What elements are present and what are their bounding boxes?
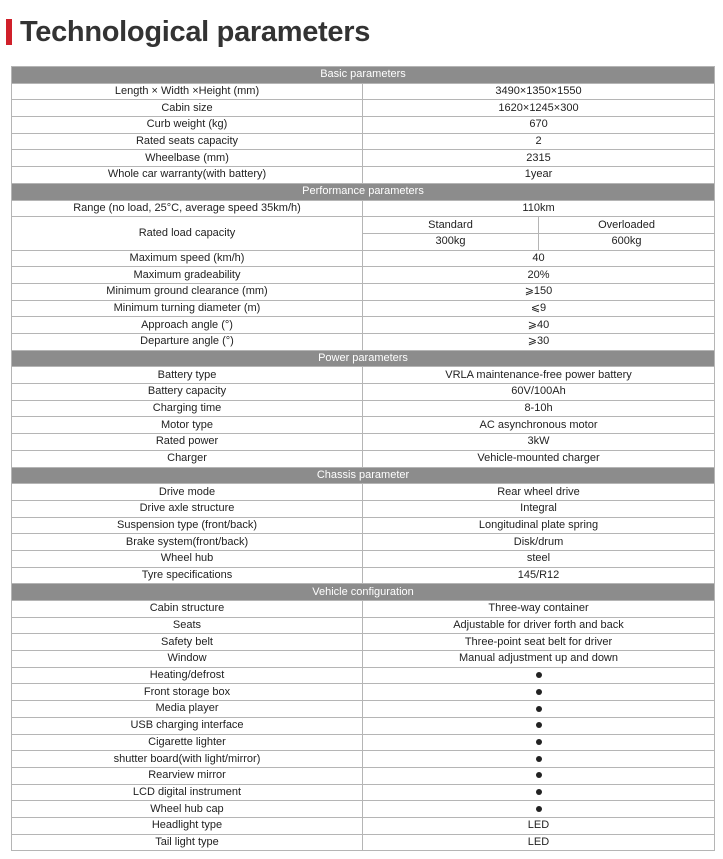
table-row <box>12 567 715 584</box>
table-row <box>12 834 715 851</box>
table-row <box>12 300 715 317</box>
param-label: Charger <box>12 450 363 467</box>
title-accent-bar <box>6 19 12 45</box>
param-label: Safety belt <box>12 634 363 651</box>
param-label: Seats <box>12 617 363 634</box>
param-value: Vehicle-mounted charger <box>363 450 715 467</box>
load-overloaded-header: Overloaded <box>539 217 715 234</box>
param-value: ⩾150 <box>363 283 715 300</box>
param-label: Minimum ground clearance (mm) <box>12 283 363 300</box>
section-title: Basic parameters <box>12 67 715 84</box>
param-label: USB charging interface <box>12 717 363 734</box>
table-row <box>12 484 715 501</box>
section-header-power <box>12 350 715 367</box>
param-value: 670 <box>363 117 715 134</box>
table-row <box>12 400 715 417</box>
param-label: LCD digital instrument <box>12 784 363 801</box>
param-label: Headlight type <box>12 817 363 834</box>
param-label: Brake system(front/back) <box>12 534 363 551</box>
table-row <box>12 784 715 801</box>
section-title: Performance parameters <box>12 183 715 200</box>
param-value: 1620×1245×300 <box>363 100 715 117</box>
param-value: ⩽9 <box>363 300 715 317</box>
table-row <box>12 367 715 384</box>
section-title: Vehicle configuration <box>12 584 715 601</box>
bullet-dot-icon <box>536 739 542 745</box>
table-row <box>12 517 715 534</box>
param-label: Tail light type <box>12 834 363 851</box>
param-value: 145/R12 <box>363 567 715 584</box>
table-row <box>12 83 715 100</box>
param-label: Whole car warranty(with battery) <box>12 167 363 184</box>
table-row <box>12 684 715 701</box>
param-value: Three-point seat belt for driver <box>363 634 715 651</box>
param-value: VRLA maintenance-free power battery <box>363 367 715 384</box>
table-row <box>12 434 715 451</box>
param-value: 1year <box>363 167 715 184</box>
table-row <box>12 534 715 551</box>
param-label: Rated power <box>12 434 363 451</box>
param-label: Heating/defrost <box>12 667 363 684</box>
table-row <box>12 701 715 718</box>
param-label: Rated load capacity <box>12 217 363 250</box>
param-label: Length × Width ×Height (mm) <box>12 83 363 100</box>
param-value: Disk/drum <box>363 534 715 551</box>
bullet-dot-icon <box>536 706 542 712</box>
table-row <box>12 267 715 284</box>
spec-table <box>11 66 715 851</box>
table-row <box>12 651 715 668</box>
param-label: Media player <box>12 701 363 718</box>
standard-feature <box>363 717 715 734</box>
param-label: Charging time <box>12 400 363 417</box>
standard-feature <box>363 767 715 784</box>
table-row <box>12 250 715 267</box>
page-header <box>6 12 370 52</box>
param-value: 40 <box>363 250 715 267</box>
param-value: 3kW <box>363 434 715 451</box>
load-standard-header: Standard <box>363 217 539 234</box>
param-value: 60V/100Ah <box>363 384 715 401</box>
param-value: Integral <box>363 500 715 517</box>
param-label: Suspension type (front/back) <box>12 517 363 534</box>
param-label: Rearview mirror <box>12 767 363 784</box>
param-label: Approach angle (°) <box>12 317 363 334</box>
table-row <box>12 751 715 768</box>
param-label: Battery capacity <box>12 384 363 401</box>
param-value: 3490×1350×1550 <box>363 83 715 100</box>
param-label: Rated seats capacity <box>12 133 363 150</box>
table-row <box>12 417 715 434</box>
standard-feature <box>363 667 715 684</box>
bullet-dot-icon <box>536 672 542 678</box>
param-label: Drive axle structure <box>12 500 363 517</box>
param-value: ⩾30 <box>363 334 715 351</box>
bullet-dot-icon <box>536 789 542 795</box>
standard-feature <box>363 801 715 818</box>
param-label: Motor type <box>12 417 363 434</box>
param-value: Rear wheel drive <box>363 484 715 501</box>
param-label: Wheel hub <box>12 550 363 567</box>
table-row <box>12 550 715 567</box>
param-label: Cigarette lighter <box>12 734 363 751</box>
table-row <box>12 384 715 401</box>
section-header-performance <box>12 183 715 200</box>
param-value: LED <box>363 817 715 834</box>
param-label: Cabin size <box>12 100 363 117</box>
page-title: Technological parameters <box>20 15 371 48</box>
section-header-config <box>12 584 715 601</box>
table-row <box>12 717 715 734</box>
table-row <box>12 100 715 117</box>
param-label: shutter board(with light/mirror) <box>12 751 363 768</box>
standard-feature <box>363 701 715 718</box>
param-label: Drive mode <box>12 484 363 501</box>
standard-feature <box>363 684 715 701</box>
table-row <box>12 801 715 818</box>
standard-feature <box>363 784 715 801</box>
section-header-chassis <box>12 467 715 484</box>
table-row <box>12 217 715 234</box>
standard-feature <box>363 751 715 768</box>
bullet-dot-icon <box>536 722 542 728</box>
param-label: Range (no load, 25°C, average speed 35km/h) <box>12 200 363 217</box>
param-label: Window <box>12 651 363 668</box>
param-value: Manual adjustment up and down <box>363 651 715 668</box>
bullet-dot-icon <box>536 772 542 778</box>
table-row <box>12 667 715 684</box>
param-value: ⩾40 <box>363 317 715 334</box>
param-value: Three-way container <box>363 601 715 618</box>
param-label: Curb weight (kg) <box>12 117 363 134</box>
table-row <box>12 334 715 351</box>
bullet-dot-icon <box>536 806 542 812</box>
section-title: Power parameters <box>12 350 715 367</box>
table-row <box>12 767 715 784</box>
param-label: Maximum speed (km/h) <box>12 250 363 267</box>
table-row <box>12 500 715 517</box>
param-label: Wheelbase (mm) <box>12 150 363 167</box>
load-standard-value: 300kg <box>363 233 539 250</box>
param-label: Tyre specifications <box>12 567 363 584</box>
param-label: Departure angle (°) <box>12 334 363 351</box>
param-label: Cabin structure <box>12 601 363 618</box>
table-row <box>12 617 715 634</box>
table-row <box>12 283 715 300</box>
table-row <box>12 817 715 834</box>
table-row <box>12 734 715 751</box>
section-title: Chassis parameter <box>12 467 715 484</box>
table-row <box>12 133 715 150</box>
bullet-dot-icon <box>536 756 542 762</box>
param-value: LED <box>363 834 715 851</box>
table-row <box>12 150 715 167</box>
param-value: AC asynchronous motor <box>363 417 715 434</box>
param-value: steel <box>363 550 715 567</box>
load-overloaded-value: 600kg <box>539 233 715 250</box>
bullet-dot-icon <box>536 689 542 695</box>
param-value: 2 <box>363 133 715 150</box>
param-label: Minimum turning diameter (m) <box>12 300 363 317</box>
table-row <box>12 601 715 618</box>
param-label: Battery type <box>12 367 363 384</box>
param-label: Wheel hub cap <box>12 801 363 818</box>
standard-feature <box>363 734 715 751</box>
section-header-basic <box>12 67 715 84</box>
param-value: Longitudinal plate spring <box>363 517 715 534</box>
table-row <box>12 317 715 334</box>
table-row <box>12 634 715 651</box>
table-row <box>12 200 715 217</box>
table-row <box>12 117 715 134</box>
param-value: 110km <box>363 200 715 217</box>
table-row <box>12 167 715 184</box>
param-label: Front storage box <box>12 684 363 701</box>
param-value: 8-10h <box>363 400 715 417</box>
param-label: Maximum gradeability <box>12 267 363 284</box>
table-row <box>12 450 715 467</box>
param-value: 20% <box>363 267 715 284</box>
param-value: Adjustable for driver forth and back <box>363 617 715 634</box>
param-value: 2315 <box>363 150 715 167</box>
